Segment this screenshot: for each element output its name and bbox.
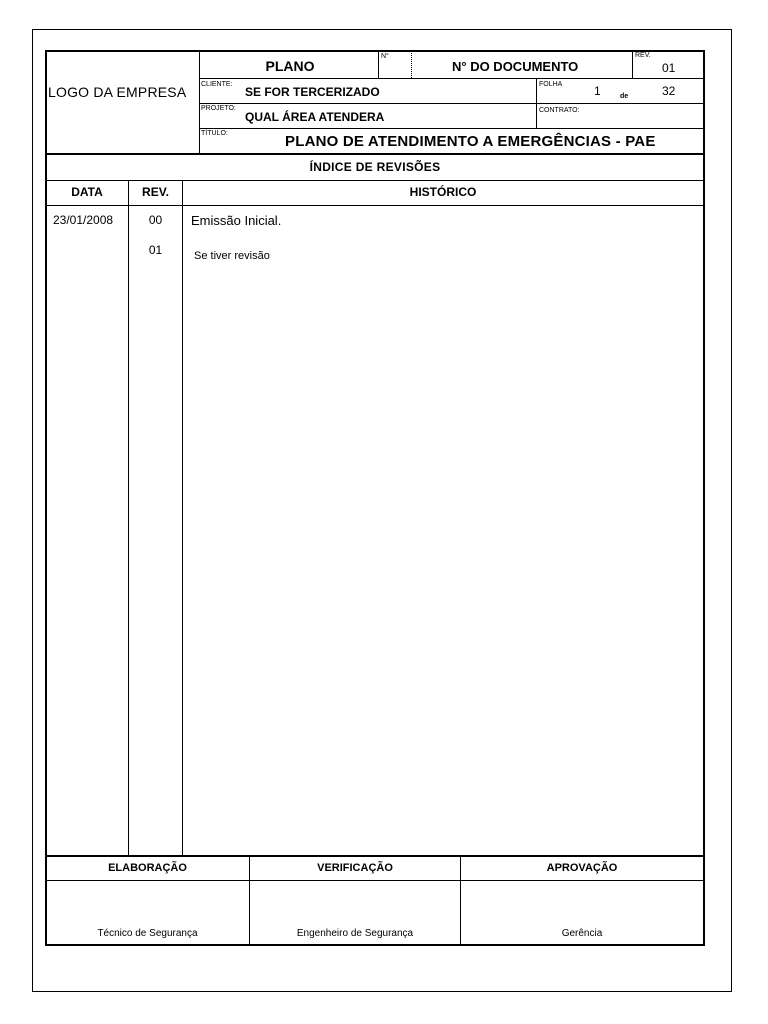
contrato-label: CONTRATO: xyxy=(539,107,580,114)
aprovacao-header: APROVAÇÃO xyxy=(546,862,618,874)
cliente-value: SE FOR TERCERIZADO xyxy=(245,85,380,99)
table-bottom-border xyxy=(45,944,705,946)
projeto-label: PROJETO: xyxy=(201,105,236,112)
plano-cell-divider xyxy=(378,51,379,78)
rev-label: REV. xyxy=(635,52,651,59)
column-header-line xyxy=(45,205,705,206)
folha-value: 1 xyxy=(594,84,601,98)
numero-label: N° xyxy=(381,53,389,60)
document-number-label: N° DO DOCUMENTO xyxy=(452,59,579,74)
table-right-border xyxy=(703,50,705,946)
header-row-line-2 xyxy=(199,103,704,104)
header-bottom-border xyxy=(45,153,705,155)
revisions-index-title: ÍNDICE DE REVISÕES xyxy=(309,160,441,174)
approval-top-border xyxy=(45,855,705,857)
header-row-line-3 xyxy=(199,128,704,129)
approval-header-line xyxy=(45,880,705,881)
titulo-label: TÍTULO: xyxy=(201,130,228,137)
titulo-value: PLANO DE ATENDIMENTO A EMERGÊNCIAS - PAE xyxy=(285,133,656,150)
verificacao-role: Engenheiro de Segurança xyxy=(296,928,414,939)
rev-column-divider xyxy=(182,180,183,855)
elaboracao-header: ELABORAÇÃO xyxy=(108,862,187,874)
header-top-border xyxy=(45,50,705,52)
rev-cell-divider xyxy=(632,51,633,78)
elaboracao-role: Técnico de Segurança xyxy=(97,928,198,939)
plano-label: PLANO xyxy=(265,58,315,74)
numero-dotted-divider xyxy=(411,51,412,78)
folha-cell-divider xyxy=(536,78,537,128)
verificacao-header: VERIFICAÇÃO xyxy=(317,862,393,874)
revision-row-1-rev: 00 xyxy=(148,213,163,227)
revision-row-2-rev: 01 xyxy=(148,243,163,257)
folha-label: FOLHA xyxy=(539,81,563,88)
de-label: de xyxy=(620,93,629,100)
data-column-divider xyxy=(128,180,129,855)
revision-row-2-history: Se tiver revisão xyxy=(194,250,270,262)
rev-value: 01 xyxy=(662,61,676,75)
column-header-rev: REV. xyxy=(142,185,169,199)
column-header-historico: HISTÓRICO xyxy=(409,185,477,199)
header-row-line-1 xyxy=(199,78,704,79)
revisions-title-line xyxy=(45,180,705,181)
column-header-data: DATA xyxy=(71,185,103,199)
projeto-value: QUAL ÁREA ATENDERA xyxy=(245,110,385,124)
revision-row-1-date: 23/01/2008 xyxy=(53,213,114,227)
cliente-label: CLIENTE: xyxy=(201,81,233,88)
folha-total: 32 xyxy=(662,84,676,98)
company-logo-text: LOGO DA EMPRESA xyxy=(48,84,187,100)
revision-row-1-history: Emissão Inicial. xyxy=(191,213,282,228)
aprovacao-role: Gerência xyxy=(561,928,603,939)
